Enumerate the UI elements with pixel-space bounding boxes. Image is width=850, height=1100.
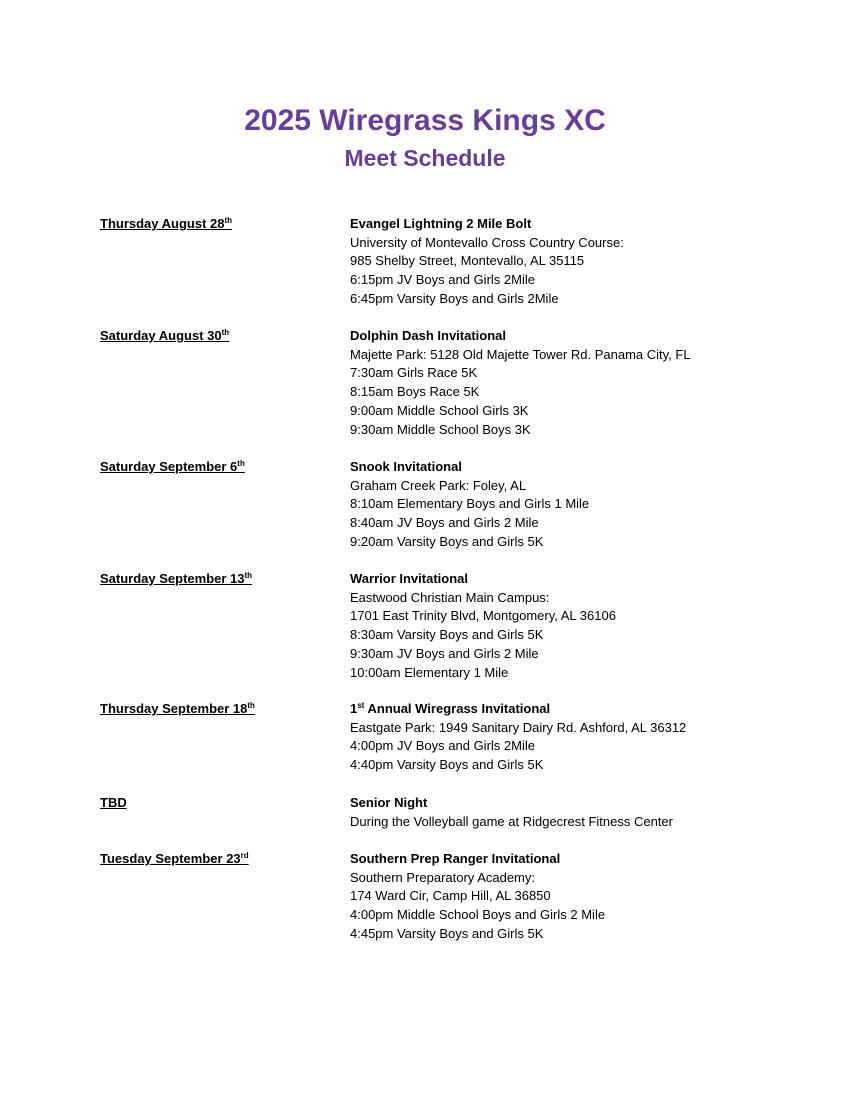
meet-name-ordinal: st xyxy=(357,701,365,710)
meet-date xyxy=(100,794,127,813)
meet-name: Snook Invitational xyxy=(350,459,462,474)
meet-detail-line: 9:30am Middle School Boys 3K xyxy=(350,421,531,437)
meet-detail-line: During the Volleyball game at Ridgecrest Fitness Center xyxy=(350,813,673,829)
meet-detail-line: 985 Shelby Street, Montevallo, AL 35115 xyxy=(350,253,585,269)
meet-date xyxy=(100,850,249,869)
meet-detail-line: 10:00am Elementary 1 Mile xyxy=(350,664,509,680)
meet-date xyxy=(100,570,252,589)
meet-name: Warrior Invitational xyxy=(350,571,468,586)
meet-date-text: TBD xyxy=(100,795,127,810)
meet-date-ordinal: th xyxy=(224,216,233,225)
meet-detail-line: Graham Creek Park: Foley, AL xyxy=(350,477,527,493)
meet-date-ordinal: th xyxy=(237,459,245,468)
meet-details xyxy=(350,215,830,309)
meet-detail-line: 4:00pm JV Boys and Girls 2Mile xyxy=(350,738,535,754)
meet-date-text: Tuesday September 23 xyxy=(100,851,241,866)
meet-date-ordinal: th xyxy=(221,328,230,337)
meet-name-text: Annual Wiregrass Invitational xyxy=(364,701,551,716)
meet-detail-line: 174 Ward Cir, Camp Hill, AL 36850 xyxy=(350,888,551,904)
meet-date-text: Saturday September 13 xyxy=(100,571,245,586)
meet-detail-line: 8:10am Elementary Boys and Girls 1 Mile xyxy=(350,496,590,512)
page-subtitle: Meet Schedule xyxy=(344,145,506,171)
meet-details xyxy=(350,794,830,831)
meet-name: Southern Prep Ranger Invitational xyxy=(350,851,561,866)
meet-date-text: Thursday August 28 xyxy=(100,216,225,231)
meet-detail-line: Eastgate Park: 1949 Sanitary Dairy Rd. Ashford, AL 36312 xyxy=(350,719,687,735)
meet-detail-line: Majette Park: 5128 Old Majette Tower Rd. Panama City, FL xyxy=(350,346,691,362)
meet-date-ordinal: rd xyxy=(240,851,249,860)
meet-detail-line: 6:15pm JV Boys and Girls 2Mile xyxy=(350,272,535,288)
meet-detail-line: 8:15am Boys Race 5K xyxy=(350,384,480,400)
meet-date xyxy=(100,700,255,719)
meet-detail-line: 9:00am Middle School Girls 3K xyxy=(350,402,529,418)
meet-details xyxy=(350,458,830,552)
meet-detail-line: 9:30am JV Boys and Girls 2 Mile xyxy=(350,645,539,661)
meet-name: Dolphin Dash Invitational xyxy=(350,328,507,343)
meet-detail-line: University of Montevallo Cross Country Course: xyxy=(350,234,624,250)
meet-date-text: Saturday September 6 xyxy=(100,459,238,474)
meet-details xyxy=(350,327,830,439)
meet-date-ordinal: th xyxy=(247,701,255,710)
meet-date-text: Saturday August 30 xyxy=(100,328,222,343)
meet-detail-line: Southern Preparatory Academy: xyxy=(350,869,535,885)
meet-detail-line: 4:45pm Varsity Boys and Girls 5K xyxy=(350,925,544,941)
meet-date xyxy=(100,327,229,346)
meet-detail-line: 4:00pm Middle School Boys and Girls 2 Mile xyxy=(350,907,606,923)
meet-detail-line: Eastwood Christian Main Campus: xyxy=(350,589,550,605)
meet-name xyxy=(350,700,830,719)
meet-name: Senior Night xyxy=(350,795,428,810)
meet-date xyxy=(100,458,245,477)
meet-detail-line: 1701 East Trinity Blvd, Montgomery, AL 36106 xyxy=(350,608,616,624)
meet-date-text: Thursday September 18 xyxy=(100,701,248,716)
meet-detail-line: 9:20am Varsity Boys and Girls 5K xyxy=(350,533,544,549)
meet-detail-line: 8:40am JV Boys and Girls 2 Mile xyxy=(350,515,539,531)
meet-details xyxy=(350,570,830,682)
page-title: 2025 Wiregrass Kings XC xyxy=(244,104,606,137)
meet-date-ordinal: th xyxy=(244,571,253,580)
meet-detail-line: 7:30am Girls Race 5K xyxy=(350,365,478,381)
meet-details xyxy=(350,700,830,775)
meet-detail-line: 6:45pm Varsity Boys and Girls 2Mile xyxy=(350,290,559,306)
meet-detail-line: 4:40pm Varsity Boys and Girls 5K xyxy=(350,757,544,773)
meet-name-number: 1 xyxy=(350,701,358,716)
meet-detail-line: 8:30am Varsity Boys and Girls 5K xyxy=(350,627,544,643)
meet-name: Evangel Lightning 2 Mile Bolt xyxy=(350,216,532,231)
meet-date xyxy=(100,215,232,234)
meet-details xyxy=(350,850,830,944)
